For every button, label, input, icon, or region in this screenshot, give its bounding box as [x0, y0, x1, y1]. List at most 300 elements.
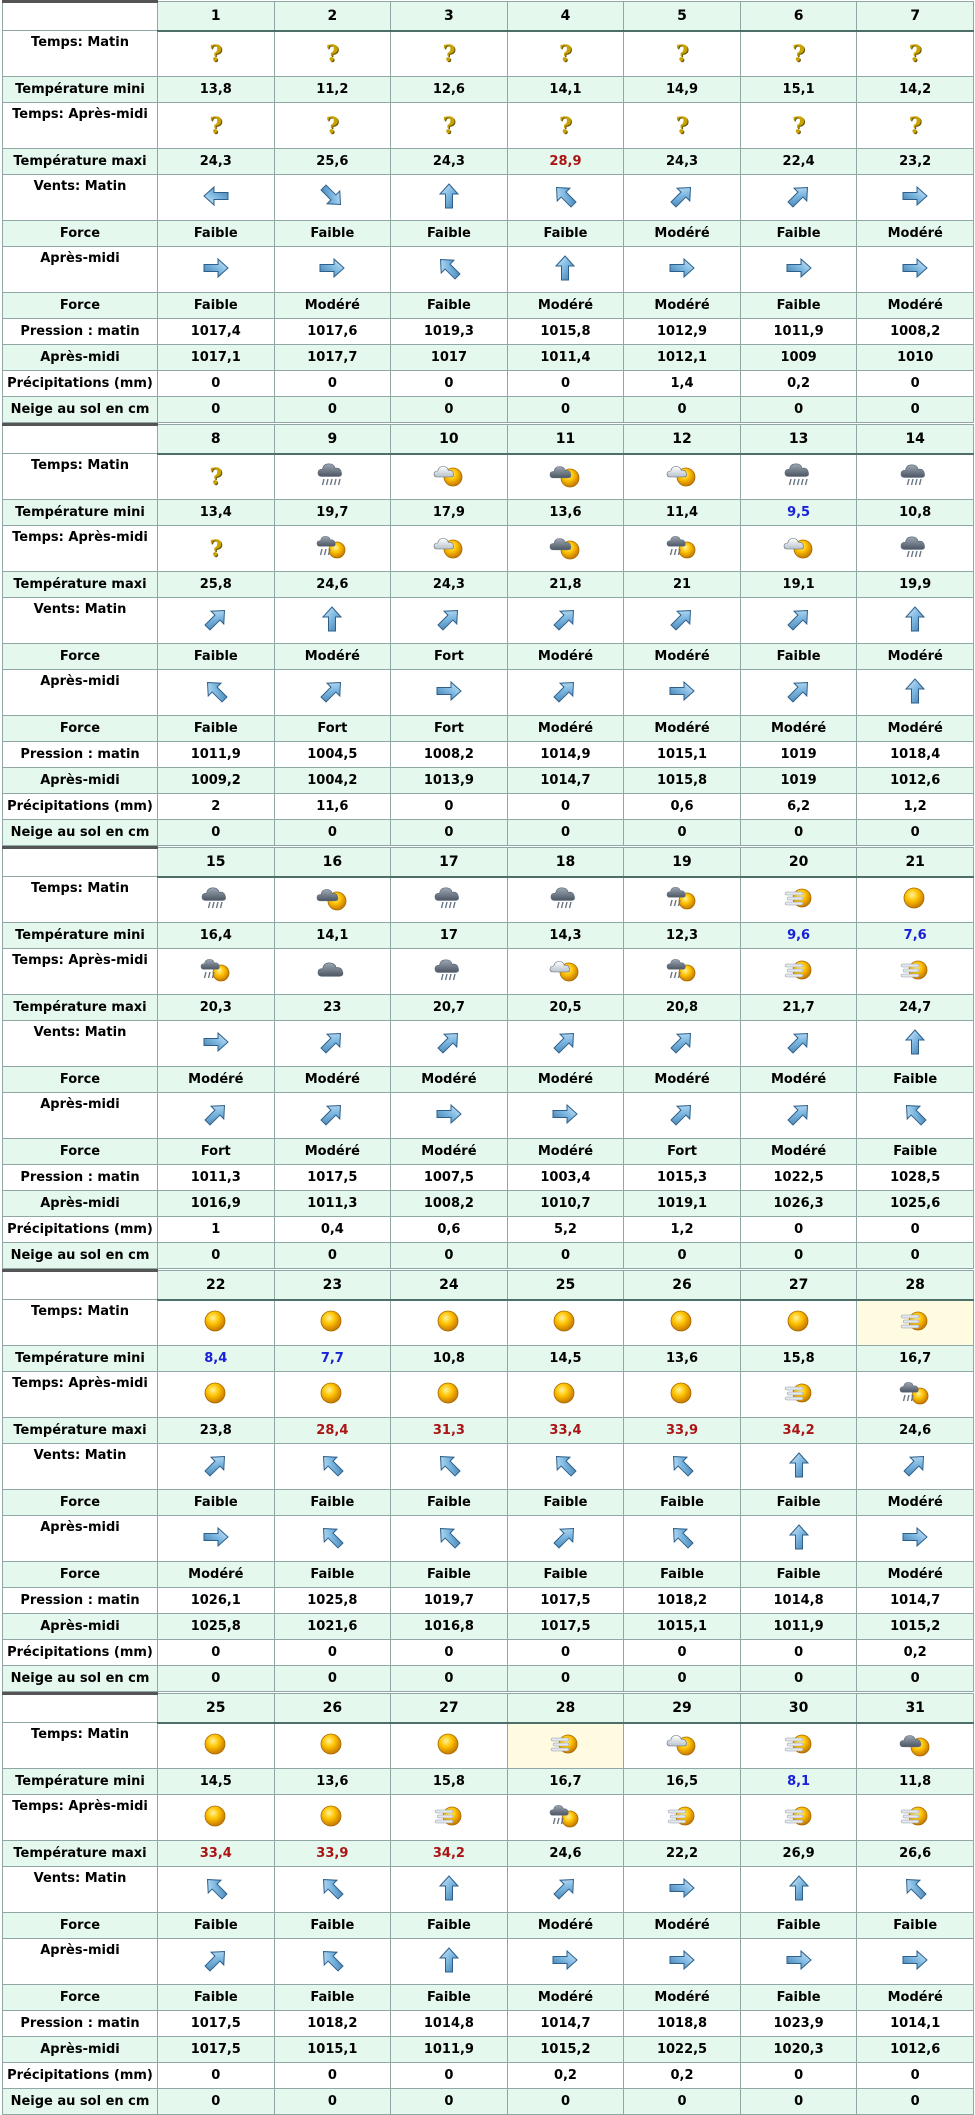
temp-min-value: 14,2 [857, 77, 974, 103]
wind-force-morning-value: Modéré [507, 644, 624, 670]
row-label: Après-midi [3, 1516, 158, 1562]
wind-southwest-icon [784, 1099, 814, 1133]
weather-morning-cell [857, 1723, 974, 1769]
row-label: Température mini [3, 500, 158, 526]
snow-value: 0 [507, 1243, 624, 1269]
row-label: Temps: Après-midi [3, 1372, 158, 1418]
temp-max-value: 24,7 [857, 995, 974, 1021]
temp-min-value: 15,1 [740, 77, 857, 103]
wind-southwest-icon [434, 604, 464, 638]
wind-force-morning-value: Modéré [857, 221, 974, 247]
row-label: Vents: Matin [3, 1444, 158, 1490]
wind-force-morning-value: Faible [158, 221, 275, 247]
wind-south-icon [550, 253, 580, 287]
weather-morning-cell [158, 877, 275, 923]
wind-force-morning-value: Faible [274, 221, 391, 247]
wind-force-morning-value: Faible [158, 1913, 275, 1939]
wind-morning-cell [391, 598, 508, 644]
precipitation-value: 0 [391, 794, 508, 820]
weather-morning-cell [507, 1723, 624, 1769]
wind-morning-cell [740, 598, 857, 644]
pressure-afternoon-value: 1012,6 [857, 2037, 974, 2063]
wind-force-afternoon-value: Modéré [274, 293, 391, 319]
temp-min-value: 9,5 [740, 500, 857, 526]
pressure-afternoon-value: 1008,2 [391, 1191, 508, 1217]
rain-cloud-icon [783, 460, 815, 494]
pressure-morning-value: 1017,4 [158, 319, 275, 345]
pressure-afternoon-value: 1009,2 [158, 768, 275, 794]
wind-force-afternoon-value: Faible [391, 293, 508, 319]
weather-morning-cell [624, 454, 741, 500]
pressure-afternoon-value: 1011,3 [274, 1191, 391, 1217]
row-wind-force-afternoon [3, 1562, 974, 1588]
unknown-icon: ? [442, 40, 456, 67]
pressure-afternoon-value: 1015,2 [507, 2037, 624, 2063]
wind-force-morning-value: Faible [391, 1490, 508, 1516]
weather-afternoon-cell [274, 1795, 391, 1841]
weather-afternoon-cell [624, 103, 741, 149]
temp-max-value: 33,9 [624, 1418, 741, 1444]
temp-min-value: 17,9 [391, 500, 508, 526]
header-corner [3, 1271, 158, 1300]
temp-min-value: 13,6 [507, 500, 624, 526]
row-label: Précipitations (mm) [3, 794, 158, 820]
temp-min-value: 10,8 [391, 1346, 508, 1372]
temp-min-value: 14,5 [158, 1769, 275, 1795]
temp-max-value: 33,4 [158, 1841, 275, 1867]
sun-icon [200, 1378, 232, 1412]
cloud-sun-icon [549, 955, 581, 989]
row-precipitation [3, 794, 974, 820]
weather-afternoon-cell [740, 1795, 857, 1841]
pressure-morning-value: 1018,4 [857, 742, 974, 768]
weather-afternoon-cell [158, 1372, 275, 1418]
wind-west-icon [667, 676, 697, 710]
wind-west-icon [434, 1099, 464, 1133]
row-wind-afternoon [3, 1093, 974, 1139]
pressure-morning-value: 1014,1 [857, 2011, 974, 2037]
temp-min-value: 12,3 [624, 923, 741, 949]
weather-afternoon-cell [158, 949, 275, 995]
pressure-morning-value: 1017,6 [274, 319, 391, 345]
day-number: 20 [740, 848, 857, 877]
wind-afternoon-cell [740, 247, 857, 293]
temp-min-value: 11,8 [857, 1769, 974, 1795]
weather-morning-cell [624, 1300, 741, 1346]
rain-sun-icon [549, 1801, 581, 1835]
pressure-morning-value: 1007,5 [391, 1165, 508, 1191]
wind-afternoon-cell [624, 1939, 741, 1985]
wind-southwest-icon [201, 1450, 231, 1484]
temp-max-value: 24,3 [391, 149, 508, 175]
wind-afternoon-cell [740, 1093, 857, 1139]
wind-southwest-icon [317, 1099, 347, 1133]
row-label: Force [3, 1913, 158, 1939]
snow-value: 0 [507, 2089, 624, 2115]
wind-force-morning-value: Modéré [624, 221, 741, 247]
pressure-morning-value: 1017,5 [158, 2011, 275, 2037]
day-number: 17 [391, 848, 508, 877]
header-corner [3, 2, 158, 31]
precipitation-value: 0,2 [624, 2063, 741, 2089]
day-number: 28 [857, 1271, 974, 1300]
row-label: Après-midi [3, 1191, 158, 1217]
row-wind-afternoon [3, 247, 974, 293]
pressure-morning-value: 1019,3 [391, 319, 508, 345]
row-label: Pression : matin [3, 1165, 158, 1191]
wind-southwest-icon [784, 181, 814, 215]
weather-morning-cell [740, 877, 857, 923]
temp-max-value: 24,6 [274, 572, 391, 598]
temp-min-value: 15,8 [391, 1769, 508, 1795]
haze-sun-icon [899, 955, 931, 989]
wind-afternoon-cell [391, 1093, 508, 1139]
pressure-morning-value: 1018,2 [274, 2011, 391, 2037]
row-label: Vents: Matin [3, 598, 158, 644]
day-number: 29 [624, 1694, 741, 1723]
drizzle-cloud-icon [899, 532, 931, 566]
dark-cloud-sun-icon [316, 883, 348, 917]
weather-afternoon-cell [740, 949, 857, 995]
pressure-afternoon-value: 1010,7 [507, 1191, 624, 1217]
temp-max-value: 34,2 [740, 1418, 857, 1444]
precipitation-value: 1,2 [624, 1217, 741, 1243]
wind-south-icon [434, 1873, 464, 1907]
temp-min-value: 16,5 [624, 1769, 741, 1795]
wind-southwest-icon [667, 604, 697, 638]
wind-southeast-icon [317, 1945, 347, 1979]
row-precipitation [3, 2063, 974, 2089]
weather-morning-cell [624, 31, 741, 77]
row-label: Après-midi [3, 345, 158, 371]
sun-icon [200, 1801, 232, 1835]
temp-max-value: 24,6 [857, 1418, 974, 1444]
unknown-icon: ? [209, 535, 223, 562]
wind-morning-cell [507, 1444, 624, 1490]
wind-force-afternoon-value: Faible [158, 1985, 275, 2011]
wind-southwest-icon [550, 676, 580, 710]
temp-min-value: 8,4 [158, 1346, 275, 1372]
weather-morning-cell [274, 877, 391, 923]
temp-max-value: 25,6 [274, 149, 391, 175]
weather-afternoon-cell [624, 949, 741, 995]
row-wind-force-afternoon [3, 293, 974, 319]
unknown-icon: ? [792, 40, 806, 67]
wind-afternoon-cell [391, 1939, 508, 1985]
temp-max-value: 33,4 [507, 1418, 624, 1444]
row-pressure-afternoon [3, 345, 974, 371]
wind-force-afternoon-value: Modéré [158, 1562, 275, 1588]
temp-min-value: 11,2 [274, 77, 391, 103]
precipitation-value: 2 [158, 794, 275, 820]
rain-sun-icon [666, 532, 698, 566]
snow-value: 0 [857, 2089, 974, 2115]
row-pressure-morning [3, 1165, 974, 1191]
wind-southwest-icon [201, 1945, 231, 1979]
weather-morning-cell [857, 31, 974, 77]
day-number: 27 [391, 1694, 508, 1723]
day-number: 26 [624, 1271, 741, 1300]
wind-afternoon-cell [507, 1939, 624, 1985]
pressure-afternoon-value: 1014,7 [507, 768, 624, 794]
wind-force-morning-value: Faible [740, 221, 857, 247]
row-pressure-afternoon [3, 1191, 974, 1217]
temp-min-value: 14,3 [507, 923, 624, 949]
wind-force-afternoon-value: Faible [274, 1562, 391, 1588]
row-label: Après-midi [3, 768, 158, 794]
precipitation-value: 0,6 [624, 794, 741, 820]
sun-icon [433, 1729, 465, 1763]
row-wind-morning [3, 175, 974, 221]
wind-morning-cell [158, 175, 275, 221]
wind-afternoon-cell [507, 1093, 624, 1139]
row-label: Pression : matin [3, 2011, 158, 2037]
wind-morning-cell [857, 1444, 974, 1490]
dark-cloud-sun-icon [899, 1729, 931, 1763]
header-corner [3, 425, 158, 454]
precipitation-value: 0 [857, 371, 974, 397]
wind-south-icon [784, 1522, 814, 1556]
precipitation-value: 1 [158, 1217, 275, 1243]
weather-afternoon-cell [391, 526, 508, 572]
row-label: Force [3, 716, 158, 742]
precipitation-value: 0 [391, 2063, 508, 2089]
row-label: Temps: Matin [3, 1723, 158, 1769]
cloud-sun-icon [666, 1729, 698, 1763]
wind-force-morning-value: Faible [274, 1490, 391, 1516]
dark-cloud-icon [316, 955, 348, 989]
weather-afternoon-cell [507, 1795, 624, 1841]
wind-southeast-icon [317, 1522, 347, 1556]
temp-max-value: 33,9 [274, 1841, 391, 1867]
pressure-afternoon-value: 1017 [391, 345, 508, 371]
wind-force-afternoon-value: Fort [391, 716, 508, 742]
wind-southwest-icon [317, 1027, 347, 1061]
wind-southeast-icon [201, 1873, 231, 1907]
wind-southeast-icon [667, 1450, 697, 1484]
pressure-morning-value: 1019,7 [391, 1588, 508, 1614]
weather-afternoon-cell [857, 949, 974, 995]
weather-afternoon-cell [507, 526, 624, 572]
row-label: Force [3, 293, 158, 319]
temp-max-value: 23,2 [857, 149, 974, 175]
row-label: Vents: Matin [3, 1867, 158, 1913]
day-number: 25 [507, 1271, 624, 1300]
row-label: Neige au sol en cm [3, 1666, 158, 1692]
wind-southwest-icon [434, 1027, 464, 1061]
wind-southwest-icon [201, 604, 231, 638]
weather-morning-cell [391, 1723, 508, 1769]
wind-force-morning-value: Faible [740, 644, 857, 670]
haze-sun-icon [899, 1801, 931, 1835]
weather-morning-cell [158, 1300, 275, 1346]
row-snow [3, 1666, 974, 1692]
snow-value: 0 [857, 397, 974, 423]
wind-southeast-icon [434, 1450, 464, 1484]
weather-afternoon-cell [740, 1372, 857, 1418]
snow-value: 0 [740, 397, 857, 423]
precipitation-value: 0 [740, 1640, 857, 1666]
wind-morning-cell [507, 175, 624, 221]
row-label: Précipitations (mm) [3, 1217, 158, 1243]
wind-west-icon [317, 253, 347, 287]
wind-force-afternoon-value: Modéré [274, 1139, 391, 1165]
snow-value: 0 [857, 1666, 974, 1692]
pressure-morning-value: 1012,9 [624, 319, 741, 345]
wind-west-icon [900, 253, 930, 287]
weather-afternoon-cell [158, 103, 275, 149]
day-number: 31 [857, 1694, 974, 1723]
sun-icon [316, 1729, 348, 1763]
snow-value: 0 [740, 1666, 857, 1692]
wind-southeast-icon [900, 1873, 930, 1907]
weather-morning-cell [274, 454, 391, 500]
wind-west-icon [784, 1945, 814, 1979]
day-number: 15 [158, 848, 275, 877]
pressure-afternoon-value: 1016,8 [391, 1614, 508, 1640]
pressure-morning-value: 1017,5 [507, 1588, 624, 1614]
temp-min-value: 10,8 [857, 500, 974, 526]
wind-southeast-icon [434, 1522, 464, 1556]
precipitation-value: 0 [857, 1217, 974, 1243]
row-weather-morning [3, 31, 974, 77]
row-label: Température mini [3, 1346, 158, 1372]
temp-min-value: 7,6 [857, 923, 974, 949]
weather-afternoon-cell [507, 1372, 624, 1418]
sun-icon [316, 1306, 348, 1340]
day-number: 16 [274, 848, 391, 877]
wind-afternoon-cell [624, 1516, 741, 1562]
day-number: 25 [158, 1694, 275, 1723]
wind-force-afternoon-value: Faible [740, 293, 857, 319]
temp-min-value: 14,9 [624, 77, 741, 103]
row-wind-afternoon [3, 1939, 974, 1985]
row-precipitation [3, 371, 974, 397]
precipitation-value: 1,4 [624, 371, 741, 397]
wind-force-morning-value: Modéré [274, 1067, 391, 1093]
sun-icon [783, 1306, 815, 1340]
wind-force-morning-value: Modéré [624, 644, 741, 670]
wind-force-morning-value: Faible [740, 1490, 857, 1516]
temp-max-value: 22,2 [624, 1841, 741, 1867]
pressure-afternoon-value: 1020,3 [740, 2037, 857, 2063]
wind-west-icon [667, 1873, 697, 1907]
row-label: Précipitations (mm) [3, 2063, 158, 2089]
wind-afternoon-cell [391, 247, 508, 293]
temp-max-value: 20,3 [158, 995, 275, 1021]
week-table [2, 423, 974, 846]
row-label: Température maxi [3, 572, 158, 598]
row-weather-morning [3, 1300, 974, 1346]
unknown-icon: ? [675, 112, 689, 139]
weather-afternoon-cell [391, 1795, 508, 1841]
snow-value: 0 [391, 1243, 508, 1269]
temp-max-value: 26,6 [857, 1841, 974, 1867]
row-wind-force-afternoon [3, 1139, 974, 1165]
temp-max-value: 23,8 [158, 1418, 275, 1444]
wind-south-icon [900, 604, 930, 638]
wind-morning-cell [507, 1867, 624, 1913]
unknown-icon: ? [325, 112, 339, 139]
row-pressure-morning [3, 1588, 974, 1614]
haze-sun-icon [433, 1801, 465, 1835]
weather-morning-cell [391, 877, 508, 923]
wind-morning-cell [507, 1021, 624, 1067]
wind-morning-cell [274, 1867, 391, 1913]
wind-force-morning-value: Modéré [507, 1067, 624, 1093]
wind-south-icon [434, 1945, 464, 1979]
day-number: 24 [391, 1271, 508, 1300]
wind-south-icon [900, 1027, 930, 1061]
unknown-icon: ? [209, 40, 223, 67]
weather-afternoon-cell [624, 526, 741, 572]
pressure-afternoon-value: 1019,1 [624, 1191, 741, 1217]
pressure-morning-value: 1008,2 [857, 319, 974, 345]
unknown-icon: ? [675, 40, 689, 67]
pressure-afternoon-value: 1021,6 [274, 1614, 391, 1640]
pressure-afternoon-value: 1012,6 [857, 768, 974, 794]
precipitation-value: 0,2 [857, 1640, 974, 1666]
wind-south-icon [434, 181, 464, 215]
wind-force-afternoon-value: Modéré [391, 1139, 508, 1165]
day-number: 13 [740, 425, 857, 454]
precipitation-value: 0,2 [507, 2063, 624, 2089]
wind-southwest-icon [667, 1099, 697, 1133]
wind-force-afternoon-value: Faible [740, 1985, 857, 2011]
weather-morning-cell [507, 454, 624, 500]
day-number: 21 [857, 848, 974, 877]
precipitation-value: 0,6 [391, 1217, 508, 1243]
row-weather-afternoon [3, 949, 974, 995]
week-table [2, 1692, 974, 2115]
haze-sun-icon [783, 955, 815, 989]
wind-morning-cell [624, 1021, 741, 1067]
precipitation-value: 0,4 [274, 1217, 391, 1243]
weather-morning-cell [857, 454, 974, 500]
wind-afternoon-cell [507, 1516, 624, 1562]
wind-force-morning-value: Faible [507, 1490, 624, 1516]
wind-force-morning-value: Modéré [391, 1067, 508, 1093]
wind-morning-cell [740, 1444, 857, 1490]
wind-west-icon [201, 253, 231, 287]
snow-value: 0 [857, 820, 974, 846]
row-pressure-morning [3, 742, 974, 768]
sun-icon [899, 883, 931, 917]
wind-southwest-icon [667, 181, 697, 215]
wind-force-afternoon-value: Faible [391, 1562, 508, 1588]
temp-max-value: 24,3 [391, 572, 508, 598]
snow-value: 0 [274, 2089, 391, 2115]
wind-force-morning-value: Modéré [507, 1913, 624, 1939]
pressure-afternoon-value: 1017,7 [274, 345, 391, 371]
row-wind-morning [3, 1444, 974, 1490]
weather-afternoon-cell [274, 526, 391, 572]
row-label: Vents: Matin [3, 1021, 158, 1067]
temp-max-value: 19,9 [857, 572, 974, 598]
weather-afternoon-cell [274, 949, 391, 995]
row-temp-max [3, 1841, 974, 1867]
row-temp-min [3, 923, 974, 949]
wind-southeast-icon [550, 1450, 580, 1484]
temp-max-value: 20,7 [391, 995, 508, 1021]
row-pressure-afternoon [3, 1614, 974, 1640]
wind-force-afternoon-value: Modéré [507, 293, 624, 319]
temp-min-value: 12,6 [391, 77, 508, 103]
precipitation-value: 0 [391, 371, 508, 397]
temp-max-value: 21,8 [507, 572, 624, 598]
pressure-morning-value: 1011,9 [740, 319, 857, 345]
row-label: Force [3, 644, 158, 670]
